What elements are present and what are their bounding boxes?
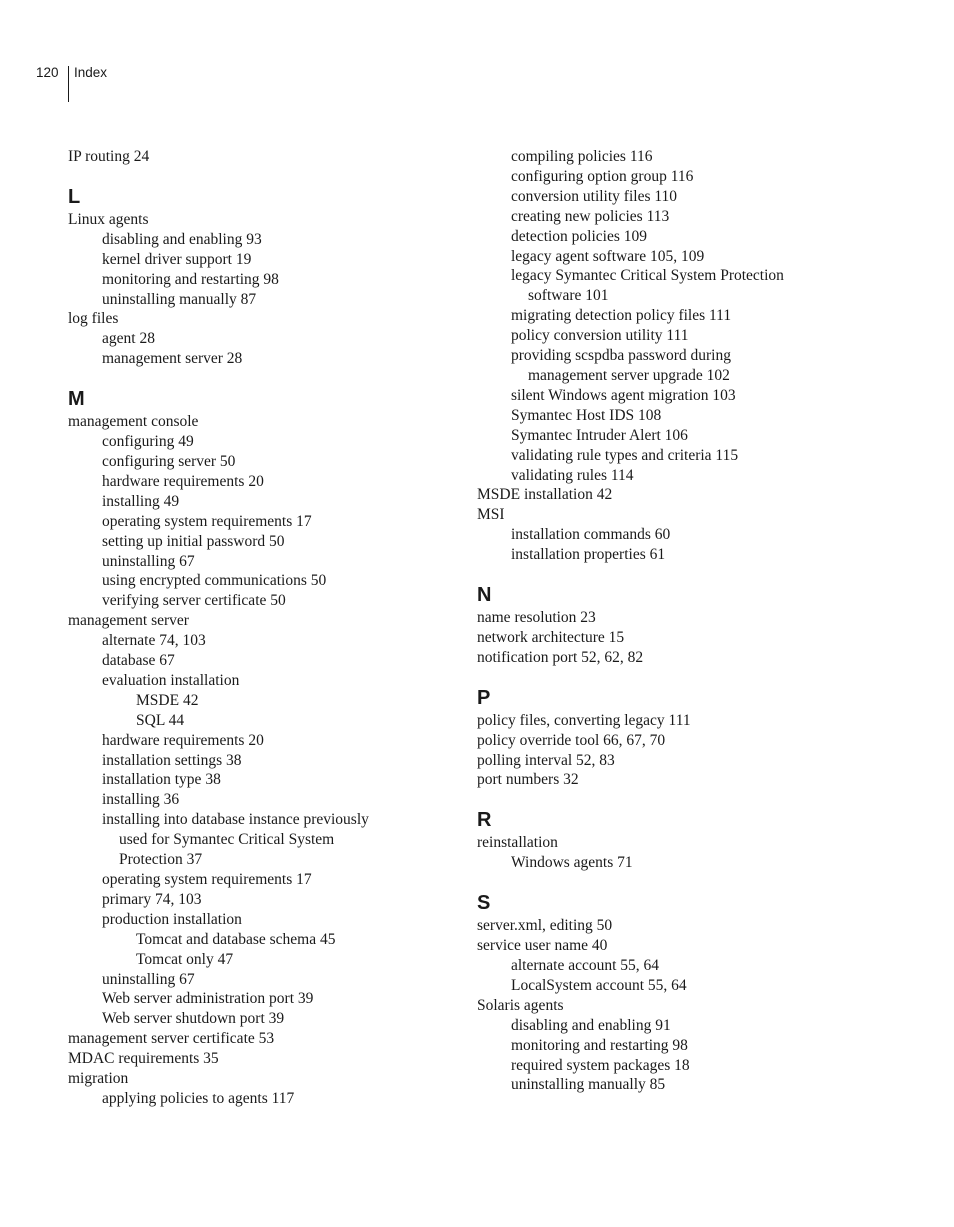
index-subentry: conversion utility files 110: [511, 187, 678, 205]
index-subentry: configuring server 50: [102, 452, 236, 470]
index-entry-continuation: Protection 37: [119, 851, 203, 869]
index-letter-heading: R: [477, 809, 492, 832]
index-subentry: Web server shutdown port 39: [102, 1010, 285, 1028]
index-subentry: compiling policies 116: [511, 148, 653, 165]
index-subentry: providing scspdba password during: [511, 347, 731, 365]
index-entry: management server certificate 53: [68, 1030, 275, 1048]
index-subentry: applying policies to agents 117: [102, 1089, 295, 1107]
index-subentry: validating rule types and criteria 115: [511, 446, 739, 464]
index-subentry: legacy agent software 105, 109: [511, 247, 705, 265]
index-subentry: operating system requirements 17: [102, 871, 312, 888]
index-subentry: installing 49: [102, 492, 180, 510]
index-subentry: MSDE 42: [136, 691, 199, 709]
index-subentry: Web server administration port 39: [102, 990, 314, 1008]
index-subentry: validating rules 114: [511, 466, 634, 484]
index-entry-continuation: software 101: [528, 287, 609, 305]
index-subentry: installing 36: [102, 791, 180, 809]
index-entry: IP routing 24: [68, 148, 150, 165]
index-entry: MSDE installation 42: [477, 486, 613, 504]
index-entry: policy override tool 66, 67, 70: [477, 731, 666, 749]
index-subentry: LocalSystem account 55, 64: [511, 976, 687, 994]
index-subentry: Symantec Host IDS 108: [511, 406, 662, 424]
index-entry: name resolution 23: [477, 609, 596, 627]
index-entry: service user name 40: [477, 937, 608, 955]
page-number: 120: [36, 65, 59, 80]
index-entry: log files: [68, 310, 119, 328]
index-subentry: configuring 49: [102, 433, 194, 451]
index-subentry: operating system requirements 17: [102, 512, 312, 530]
index-subentry: evaluation installation: [102, 671, 240, 689]
index-letter-heading: P: [477, 686, 491, 709]
index-subentry: SQL 44: [136, 711, 185, 729]
index-subentry: setting up initial password 50: [102, 532, 285, 550]
index-subentry: uninstalling manually 85: [511, 1076, 666, 1094]
index-subentry: installation type 38: [102, 771, 221, 789]
index-subentry: alternate account 55, 64: [511, 957, 660, 974]
index-entry: MSI: [477, 506, 505, 524]
index-subentry: detection policies 109: [511, 227, 648, 245]
header-rule: [68, 66, 69, 102]
index-subentry: production installation: [102, 910, 242, 928]
section-title: Index: [74, 65, 108, 80]
index-subentry: hardware requirements 20: [102, 731, 264, 749]
index-entry: network architecture 15: [477, 628, 625, 646]
index-entry: notification port 52, 62, 82: [477, 648, 644, 666]
index-subentry: kernel driver support 19: [102, 250, 252, 268]
index-subentry: uninstalling 67: [102, 552, 195, 570]
index-subentry: hardware requirements 20: [102, 472, 264, 490]
index-subentry: uninstalling manually 87: [102, 290, 257, 308]
index-subentry: configuring option group 116: [511, 167, 694, 185]
index-entry: reinstallation: [477, 834, 558, 852]
index-entry: management server: [68, 612, 189, 630]
index-entry: Solaris agents: [477, 996, 564, 1014]
index-subentry: monitoring and restarting 98: [102, 270, 279, 288]
index-subentry: migrating detection policy files 111: [511, 307, 732, 325]
index-subentry: uninstalling 67: [102, 970, 195, 988]
index-subentry: Tomcat only 47: [136, 950, 234, 968]
index-subentry: installing into database instance previously: [102, 811, 369, 829]
index-subentry: monitoring and restarting 98: [511, 1036, 688, 1054]
index-subentry: installation settings 38: [102, 751, 242, 769]
index-subentry: agent 28: [102, 330, 155, 348]
index-subentry: Windows agents 71: [511, 854, 633, 872]
index-letter-heading: L: [68, 185, 81, 208]
index-subentry: policy conversion utility 111: [511, 327, 689, 345]
index-subentry: Tomcat and database schema 45: [136, 930, 336, 948]
index-subentry: disabling and enabling 91: [511, 1016, 671, 1034]
index-subentry: Symantec Intruder Alert 106: [511, 426, 688, 444]
index-subentry: installation properties 61: [511, 546, 666, 564]
index-entry: port numbers 32: [477, 771, 579, 789]
index-entry: MDAC requirements 35: [68, 1050, 219, 1068]
index-entry: Linux agents: [68, 210, 149, 228]
index-subentry: legacy Symantec Critical System Protection: [511, 267, 784, 285]
index-entry-continuation: used for Symantec Critical System: [119, 831, 335, 849]
index-entry: management console: [68, 413, 199, 431]
index-entry-continuation: management server upgrade 102: [528, 366, 730, 384]
index-column-left: [68, 147, 468, 1109]
index-subentry: database 67: [102, 652, 175, 670]
index-subentry: management server 28: [102, 350, 243, 368]
index-entry: migration: [68, 1070, 129, 1088]
index-entry: policy files, converting legacy 111: [477, 711, 691, 729]
index-subentry: creating new policies 113: [511, 207, 670, 225]
index-letter-heading: S: [477, 892, 491, 915]
index-subentry: installation commands 60: [511, 526, 671, 544]
index-subentry: silent Windows agent migration 103: [511, 386, 736, 404]
index-subentry: verifying server certificate 50: [102, 592, 286, 610]
index-subentry: using encrypted communications 50: [102, 572, 327, 590]
index-subentry: alternate 74, 103: [102, 632, 206, 650]
index-letter-heading: N: [477, 584, 492, 607]
index-column-right: [477, 147, 917, 1095]
index-letter-heading: M: [68, 388, 85, 411]
index-subentry: primary 74, 103: [102, 890, 202, 908]
index-subentry: disabling and enabling 93: [102, 230, 262, 248]
index-entry: server.xml, editing 50: [477, 917, 613, 935]
index-subentry: required system packages 18: [511, 1056, 690, 1074]
index-entry: polling interval 52, 83: [477, 751, 615, 769]
